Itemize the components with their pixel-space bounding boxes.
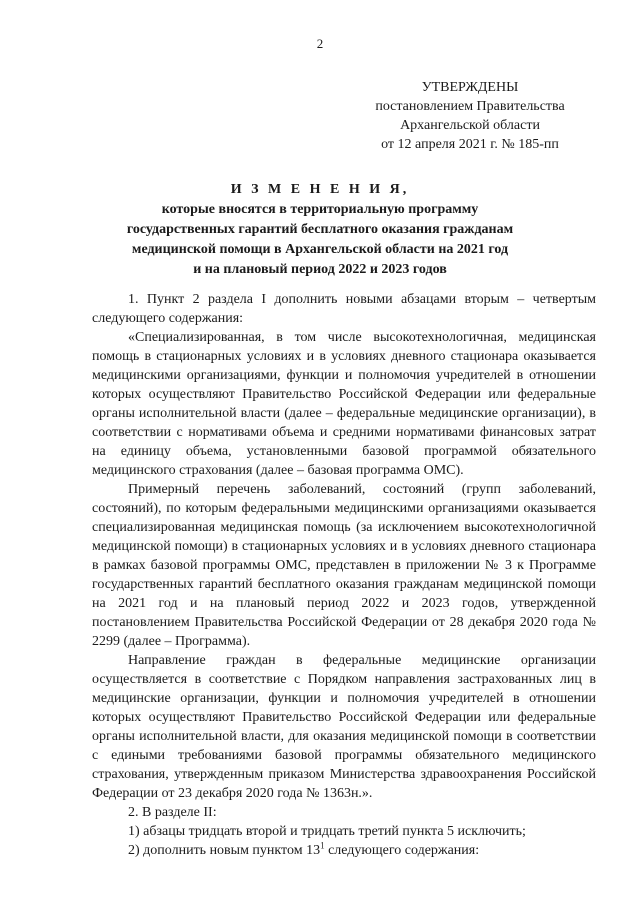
- paragraph: «Специализированная, в том числе высокотехнологичная, медицинская помощь в стационарных условиях и в условиях дневного стационара оказывается медицинскими организациями, функции и полномочия учредителей в отношении которых осуществляют Правительство Российской Федерации или федеральные органы исполнительной власти (далее – федеральные медицинские организации), в соответствии с нормативами объема и средними нормативами финансовых затрат на единицу объема, установленными базовой программой обязательного медицинского страхования (далее – базовая программа ОМС).: [92, 330, 596, 478]
- approval-stamp: [360, 78, 580, 154]
- heading-line: медицинской помощи в Архангельской области на 2021 год: [131, 242, 509, 257]
- heading-line: государственных гарантий бесплатного оказания гражданам: [126, 222, 514, 237]
- paragraph: Примерный перечень заболеваний, состояний (групп заболеваний, состояний), по которым федеральными медицинскими организациями оказывается специализированная медицинская помощь (за исключением высокотехнологичной медицинской помощи) в стационарных условиях и в условиях дневного стационара в рамках базовой программы ОМС, представлен в приложении № 3 к Программе государственных гарантий бесплатного оказания гражданам медицинской помощи на 2021 год и на плановый период 2022 и 2023 годов, утвержденной постановлением Правительства Российской Федерации от 28 декабря 2020 года № 2299 (далее – Программа).: [92, 482, 596, 649]
- approval-line: постановлением Правительства: [375, 99, 565, 114]
- page-number: 2: [316, 36, 324, 51]
- paragraph-text: 2) дополнить новым пунктом 13: [128, 843, 321, 858]
- paragraph: 1. Пункт 2 раздела I дополнить новыми абзацами вторым – четвертым следующего содержания:: [92, 292, 596, 326]
- paragraph-text: следующего содержания:: [324, 843, 480, 858]
- approval-line: Архангельской области: [400, 118, 540, 133]
- paragraph: [92, 841, 596, 860]
- document-heading: [90, 180, 550, 280]
- heading-line: которые вносятся в территориальную программу: [161, 202, 479, 217]
- paragraph: 2. В разделе II:: [128, 805, 217, 820]
- approval-line: УТВЕРЖДЕНЫ: [421, 80, 519, 95]
- paragraph: Направление граждан в федеральные медицинские организации осуществляется в соответствие с Порядком направления застрахованных лиц в медицинские организации, функции и полномочия учредителей в отношении которых осуществляют Правительство Российской Федерации или федеральные органы исполнительной власти, для оказания медицинской помощи в соответствии с едиными требованиями базовой программы обязательного медицинского страхования, утвержденным приказом Министерства здравоохранения Российской Федерации от 23 декабря 2020 года № 1363н.».: [92, 653, 596, 801]
- superscript: 1: [320, 840, 325, 851]
- approval-line: от 12 апреля 2021 г. № 185-пп: [381, 137, 559, 152]
- document-body: [92, 290, 596, 860]
- heading-title: И З М Е Н Е Н И Я,: [230, 182, 410, 197]
- paragraph: 1) абзацы тридцать второй и тридцать третий пункта 5 исключить;: [128, 824, 526, 839]
- heading-line: и на плановый период 2022 и 2023 годов: [193, 262, 447, 277]
